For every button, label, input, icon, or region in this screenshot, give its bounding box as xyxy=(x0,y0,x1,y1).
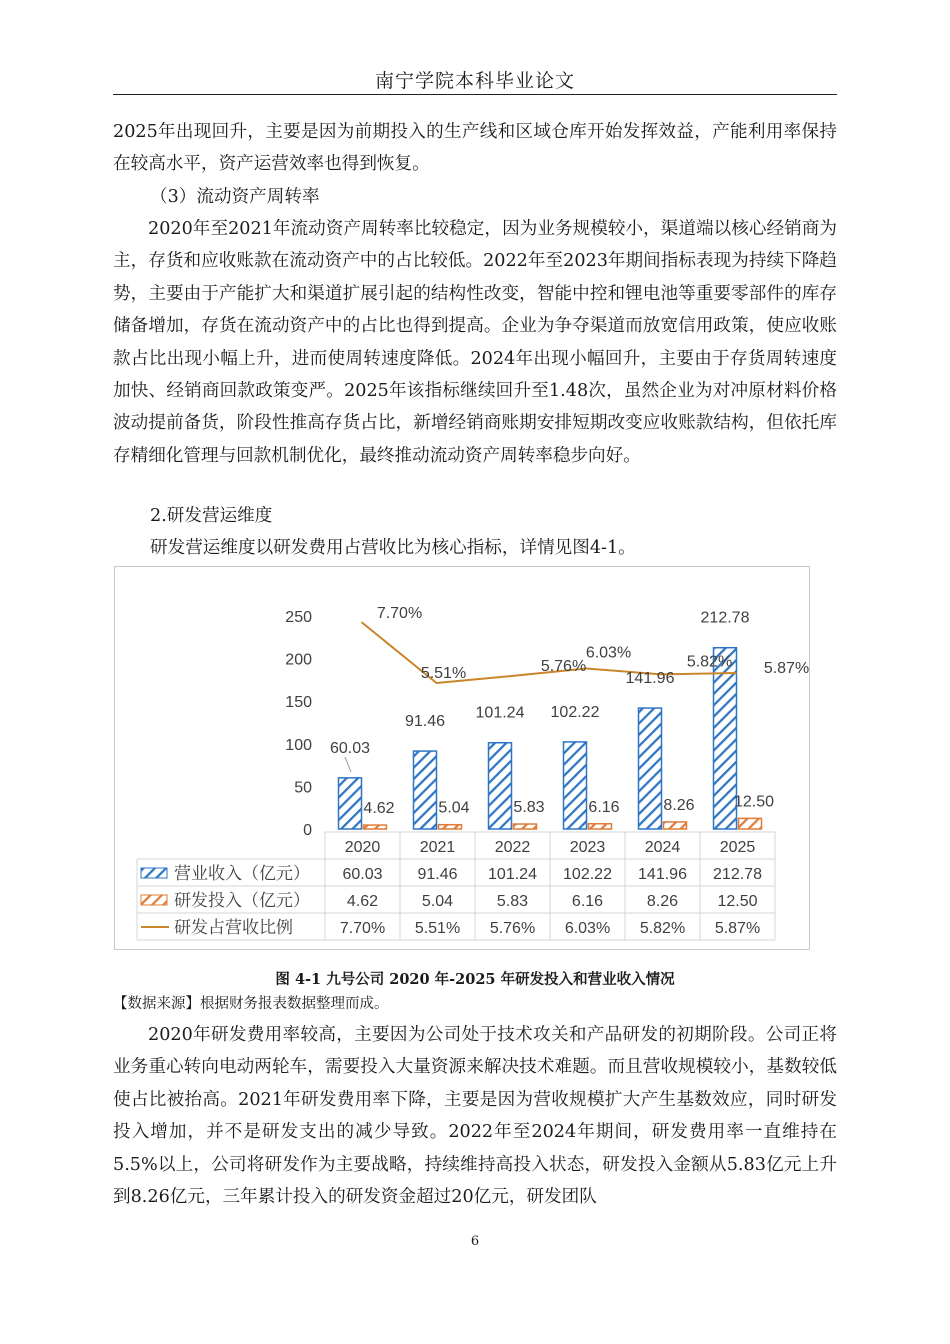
legend-label-ratio: 研发占营收比例 xyxy=(174,918,293,937)
rd-data-label: 12.50 xyxy=(733,793,775,811)
section-heading: 2.研发营运维度 xyxy=(150,506,273,526)
label-leader-line xyxy=(345,757,351,772)
table-cell: 5.83 xyxy=(496,893,529,910)
x-category-label: 2025 xyxy=(719,839,756,856)
table-cell: 12.50 xyxy=(717,893,758,910)
ratio-data-label: 7.70% xyxy=(376,605,423,623)
revenue-data-label: 102.22 xyxy=(550,703,600,721)
ratio-data-label: 5.82% xyxy=(686,653,733,671)
chart-frame xyxy=(114,566,810,950)
revenue-data-label: 141.96 xyxy=(625,670,675,688)
rd-revenue-chart xyxy=(115,567,809,949)
table-cell: 212.78 xyxy=(713,866,762,883)
rd-bar xyxy=(589,824,612,829)
rd-data-label: 8.26 xyxy=(663,796,695,814)
table-cell: 141.96 xyxy=(638,866,687,883)
revenue-data-label: 212.78 xyxy=(700,609,750,627)
ratio-data-label: 5.51% xyxy=(420,665,467,682)
y-tick-label: 200 xyxy=(285,651,312,669)
subsection-heading: （3）流动资产周转率 xyxy=(150,187,320,207)
rd-data-label: 5.83 xyxy=(513,799,545,817)
table-cell: 5.82% xyxy=(639,920,686,937)
rd-bar xyxy=(664,822,687,829)
table-cell: 8.26 xyxy=(646,893,679,910)
paragraph: 2020年至2021年流动资产周转率比较稳定，因为业务规模较小，渠道端以核心经销商为主，存货和应收账款在流动资产中的占比较低。2022年至2023年期间指标表现为持续下降趋势，主要由于产能扩大和渠道扩展引起的结构性改变，智能中控和锂电池等重要零部件的库存储备增加，存货在流动资产中的占比也得到提高。企业为争夺渠道而放宽信用政策，使应收账款占比出现小幅上升，进而使周转速度降低。2024年出现小幅回升，主要由于存货周转速度加快、经销商回款政策变严。2025年该指标继续回升至1.48次，虽然企业为对冲原材料价格波动提前备货，阶段性推高存货占比，新增经销商账期安排短期改变应收账款结构，但依托库存精细化管理与回款机制优化，最终推动流动资产周转率稳步向好。 xyxy=(113,219,837,466)
rd-bar xyxy=(364,825,387,829)
rd-bar xyxy=(739,818,762,829)
revenue-bar xyxy=(339,778,362,829)
table-cell: 4.62 xyxy=(346,893,379,910)
table-cell: 6.03% xyxy=(564,920,611,937)
rd-data-label: 6.16 xyxy=(588,798,620,816)
figure-source: 【数据来源】根据财务报表数据整理而成。 xyxy=(113,996,389,1012)
legend-label-rd: 研发投入（亿元） xyxy=(174,891,310,910)
rd-data-label: 4.62 xyxy=(363,800,395,818)
revenue-data-label: 60.03 xyxy=(329,739,371,757)
x-category-label: 2024 xyxy=(644,839,681,856)
running-header: 南宁学院本科毕业论文 xyxy=(374,70,575,92)
legend-label-revenue: 营业收入（亿元） xyxy=(174,864,310,883)
y-tick-label: 150 xyxy=(285,694,312,712)
page-number: 6 xyxy=(470,1234,480,1249)
revenue-data-label: 91.46 xyxy=(404,713,446,731)
figure-caption: 图 4-1 九号公司 2020 年-2025 年研发投入和营业收入情况 xyxy=(275,971,675,988)
table-cell: 60.03 xyxy=(342,866,383,883)
y-tick-label: 250 xyxy=(285,609,312,626)
table-cell: 91.46 xyxy=(417,866,458,883)
table-cell: 5.04 xyxy=(421,893,454,910)
table-cell: 5.76% xyxy=(489,920,536,937)
legend-key-revenue xyxy=(141,868,167,878)
x-category-label: 2023 xyxy=(569,839,606,856)
revenue-data-label: 101.24 xyxy=(475,704,525,722)
x-category-label: 2022 xyxy=(494,839,531,856)
x-category-label: 2020 xyxy=(344,839,381,856)
x-category-label: 2021 xyxy=(419,839,456,856)
table-cell: 5.51% xyxy=(414,920,461,937)
y-tick-label: 100 xyxy=(285,736,312,754)
revenue-bar xyxy=(639,708,662,829)
header-rule xyxy=(113,94,837,95)
paragraph: 2020年研发费用率较高，主要因为公司处于技术攻关和产品研发的初期阶段。公司正将业务重心转向电动两轮车，需要投入大量资源来解决技术难题。而且营收规模较小，基数较低使占比被抬高。2021年研发费用率下降，主要是因为营收规模扩大产生基数效应，同时研发投入增加，并不是研发支出的减少导致。2022年至2024年期间，研发费用率一直维持在5.5%以上，公司将研发作为主要战略，持续维持高投入状态，研发投入金额从5.83亿元上升到8.26亿元，三年累计投入的研发资金超过20亿元，研发团队 xyxy=(113,1025,837,1208)
rd-bar xyxy=(514,824,537,829)
y-tick-label: 0 xyxy=(303,822,312,839)
rd-bar xyxy=(439,825,462,829)
paragraph: 研发营运维度以研发费用占营收比为核心指标，详情见图4-1。 xyxy=(150,538,636,558)
table-cell: 101.24 xyxy=(488,866,537,883)
rd-data-label: 5.04 xyxy=(438,799,470,817)
ratio-data-label: 6.03% xyxy=(585,644,632,662)
table-cell: 5.87% xyxy=(714,920,761,937)
ratio-data-label: 5.76% xyxy=(540,658,587,676)
ratio-data-label: 5.87% xyxy=(763,659,809,677)
y-tick-label: 50 xyxy=(294,779,312,797)
paragraph: 2025年出现回升，主要是因为前期投入的生产线和区域仓库开始发挥效益，产能利用率保持在较高水平，资产运营效率也得到恢复。 xyxy=(113,122,837,175)
table-cell: 102.22 xyxy=(563,866,612,883)
legend-key-rd xyxy=(141,895,167,905)
table-cell: 7.70% xyxy=(339,920,386,937)
revenue-bar xyxy=(489,743,512,829)
revenue-bar xyxy=(414,751,437,829)
revenue-bar xyxy=(564,742,587,829)
table-cell: 6.16 xyxy=(571,893,604,910)
